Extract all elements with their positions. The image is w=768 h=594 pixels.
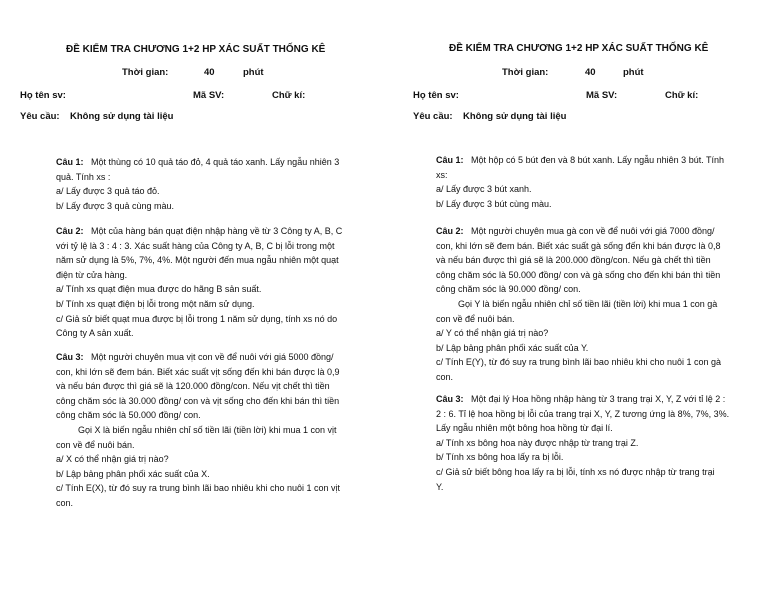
question-text: Một đại lý Hoa hồng nhập hàng từ 3 trang trại X, Y, Z với tỉ lệ 2 : <box>471 394 726 404</box>
question-text: con về để nuôi bán. <box>56 439 135 450</box>
question-text: năm sử dụng là 5%, 7%, 4%. Một người đến mua ngẫu nhiên một quạt <box>56 255 339 266</box>
answer-item: a/ X có thể nhận giá trị nào? <box>56 454 169 465</box>
question-text: con, khi lớn sẽ đem bán. Biết xác suất vịt sống đến khi bán được là 0,9 <box>56 366 340 377</box>
answer-item: b/ Lập bảng phân phối xác suất của Y. <box>436 342 589 353</box>
answer-item: c/ Tính E(X), từ đó suy ra trung bình lãi bao nhiêu khi cho nuôi 1 con vịt <box>56 483 341 494</box>
signature-label: Chữ kí: <box>272 90 306 101</box>
time-unit: phút <box>623 67 644 78</box>
question-3 <box>436 392 729 494</box>
answer-item: b/ Lấy được 3 quả cùng màu. <box>56 200 174 211</box>
question-text: công chăm sóc là 50.000 đồng/ con. <box>56 410 201 421</box>
question-text: quả. Tính xs : <box>56 171 111 182</box>
question-text: công chăm sóc là 90.000 đồng/ con. <box>436 284 581 295</box>
answer-item: b/ Lấy được 3 bút cùng màu. <box>436 198 552 209</box>
question-text: 2 : 6. Tỉ lệ hoa hồng bị lỗi của trang trại X, Y, Z tương ứng là 8%, 7%, 3%. <box>436 408 730 419</box>
time-unit: phút <box>243 67 264 78</box>
question-label: Câu 1: <box>436 155 464 165</box>
question-2 <box>56 224 342 341</box>
exam-title: ĐỀ KIỂM TRA CHƯƠNG 1+2 HP XÁC SUẤT THỐNG KÊ <box>66 44 326 55</box>
time-value: 40 <box>585 67 596 78</box>
answer-item: b/ Lập bảng phân phối xác suất của X. <box>56 468 210 479</box>
question-text: con về để nuôi bán. <box>436 313 515 324</box>
requirement-label: Yêu cầu: <box>413 111 453 122</box>
question-2 <box>436 224 721 385</box>
time-label: Thời gian: <box>122 67 169 78</box>
answer-item: c/ Giả sử biết quạt mua được bị lỗi trong 1 năm sử dụng, tính xs nó do <box>56 313 338 324</box>
question-text: Một thùng có 10 quả táo đỏ, 4 quả táo xanh. Lấy ngẫu nhiên 3 <box>91 157 340 167</box>
question-text: Một người chuyên mua vịt con về để nuôi với giá 5000 đồng/ <box>91 352 334 362</box>
signature-label: Chữ kí: <box>665 90 699 101</box>
answer-item: b/ Tính xs bông hoa lấy ra bị lỗi. <box>436 452 564 463</box>
answer-item: a/ Tính xs bông hoa này được nhập từ trang trại Z. <box>436 437 639 448</box>
question-1 <box>436 153 724 211</box>
student-id-label: Mã SV: <box>586 90 618 101</box>
question-text: với tỷ lệ là 3 : 4 : 3. Xác suất hàng của Công ty A, B, C bị lỗi trong một <box>56 240 335 251</box>
requirement-label: Yêu cầu: <box>20 111 60 122</box>
answer-item: b/ Tính xs quạt điện bị lỗi trong một năm sử dụng. <box>56 298 255 309</box>
question-text: công chăm sóc là 30.000 đồng/ con và vịt sống cho đến khi bán thì tiền <box>56 395 340 406</box>
student-name-label: Họ tên sv: <box>20 90 66 101</box>
question-label: Câu 2: <box>436 226 464 236</box>
time-label: Thời gian: <box>502 67 549 78</box>
question-1 <box>56 155 339 213</box>
question-text: và nếu bán được thì giá sẽ là 200.000 đồng/con. Nếu gà chết thì tiền <box>436 255 711 266</box>
student-name-label: Họ tên sv: <box>413 90 459 101</box>
answer-item: con. <box>56 497 74 508</box>
question-text: xs: <box>436 169 448 180</box>
student-id-label: Mã SV: <box>193 90 225 101</box>
question-text: Một người chuyên mua gà con về để nuôi với giá 7000 đồng/ <box>471 226 715 236</box>
question-3 <box>56 350 340 511</box>
answer-item: c/ Tính E(Y), từ đó suy ra trung bình lãi bao nhiêu khi cho nuôi 1 con gà <box>436 357 722 368</box>
question-label: Câu 3: <box>436 394 464 404</box>
question-text: con, khi lớn sẽ đem bán. Biết xác suất gà sống đến khi bán được là 0,8 <box>436 240 721 251</box>
answer-item: a/ Tính xs quạt điện mua được do hãng B sản suất. <box>56 284 262 295</box>
question-label: Câu 2: <box>56 226 84 236</box>
question-text: Lấy ngẫu nhiên một bông hoa hồng từ đại lí. <box>436 423 613 434</box>
question-text: điện từ cửa hàng. <box>56 269 128 280</box>
question-text: và nếu bán được thì giá sẽ là 120.000 đồng/con. Nếu vịt chết thì tiền <box>56 381 330 392</box>
question-label: Câu 3: <box>56 352 84 362</box>
requirement-text: Không sử dụng tài liệu <box>70 111 174 122</box>
requirement-text: Không sử dụng tài liệu <box>463 111 567 122</box>
question-label: Câu 1: <box>56 157 84 167</box>
question-text: Gọi Y là biến ngẫu nhiên chỉ số tiền lãi (tiền lời) khi mua 1 con gà <box>458 298 718 309</box>
exam-title: ĐỀ KIỂM TRA CHƯƠNG 1+2 HP XÁC SUẤT THỐNG KÊ <box>449 43 709 54</box>
answer-item: a/ Y có thể nhận giá trị nào? <box>436 328 549 339</box>
answer-item: a/ Lấy được 3 quả táo đỏ. <box>56 186 160 197</box>
question-text: công chăm sóc là 50.000 đồng/ con và gà sống cho đến khi bán thì tiền <box>436 269 721 280</box>
answer-item: Công ty A sản xuất. <box>56 328 134 339</box>
answer-item: Y. <box>436 481 444 492</box>
time-value: 40 <box>204 67 215 78</box>
question-text: Gọi X là biến ngẫu nhiên chỉ số tiền lãi (tiền lời) khi mua 1 con vịt <box>78 424 337 435</box>
question-text: Một của hàng bán quạt điện nhập hàng về từ 3 Công ty A, B, C <box>91 226 343 236</box>
answer-item: c/ Giả sử biết bông hoa lấy ra bị lỗi, tính xs nó được nhập từ trang trại <box>436 466 715 477</box>
answer-item: a/ Lấy được 3 bút xanh. <box>436 184 532 195</box>
answer-item: con. <box>436 371 454 382</box>
question-text: Một hộp có 5 bút đen và 8 bút xanh. Lấy ngẫu nhiên 3 bút. Tính <box>471 155 725 165</box>
